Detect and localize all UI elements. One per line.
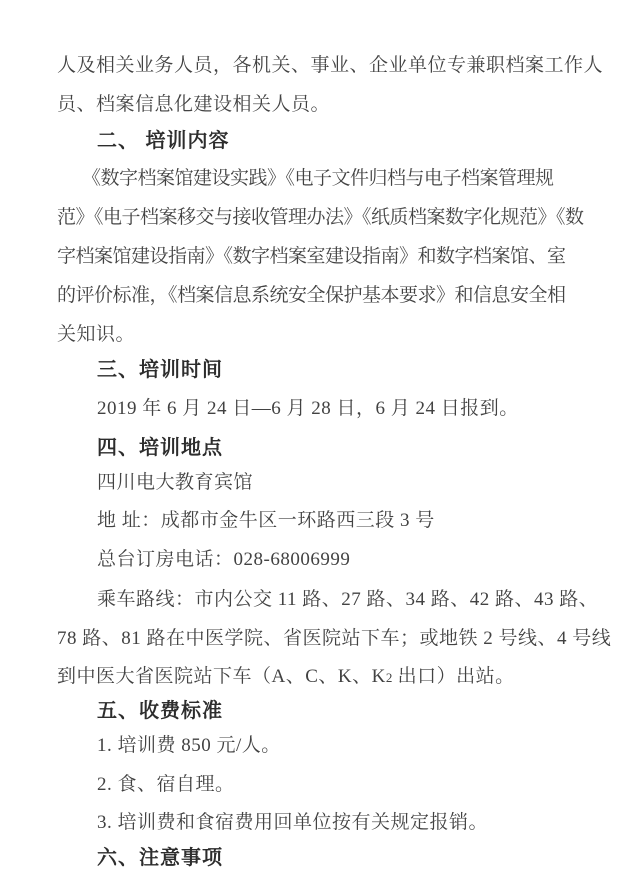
transport-line-text: 到中医大省医院站下车（A、C、K、K bbox=[57, 666, 386, 687]
hotel-name-line: 四川电大教育宾馆 bbox=[97, 472, 254, 493]
transport-line: 78 路、81 路在中医学院、省医院站下车；或地铁 2 号线、4 号线 bbox=[57, 628, 612, 649]
heading-training-location: 四、培训地点 bbox=[97, 437, 223, 459]
fee-item-1: 1. 培训费 850 元/人。 bbox=[97, 735, 281, 756]
paragraph-line: 《数字档案馆建设实践》《电子文件归档与电子档案管理规 bbox=[82, 168, 554, 189]
hotel-address-line: 地 址：成都市金牛区一环路西三段 3 号 bbox=[97, 510, 435, 531]
hotel-phone-line: 总台订房电话：028-68006999 bbox=[97, 549, 351, 570]
paragraph-line: 范》《电子档案移交与接收管理办法》《纸质档案数字化规范》《数 bbox=[57, 207, 584, 228]
heading-training-content: 二、 培训内容 bbox=[97, 130, 230, 152]
fee-item-2: 2. 食、宿自理。 bbox=[97, 774, 235, 795]
paragraph-line: 员、档案信息化建设相关人员。 bbox=[57, 94, 331, 115]
paragraph-line: 关知识。 bbox=[57, 324, 136, 345]
transport-line-text: 出口）出站。 bbox=[392, 666, 515, 687]
paragraph-line: 字档案馆建设指南》《数字档案室建设指南》和数字档案馆、室 bbox=[57, 246, 566, 267]
heading-fee-standard: 五、收费标准 bbox=[97, 700, 223, 722]
paragraph-line: 人及相关业务人员，各机关、事业、企业单位专兼职档案工作人 bbox=[57, 55, 604, 76]
transport-line: 乘车路线：市内公交 11 路、27 路、34 路、42 路、43 路、 bbox=[97, 589, 599, 610]
heading-notes: 六、注意事项 bbox=[97, 847, 223, 869]
paragraph-line: 的评价标准，《档案信息系统安全保护基本要求》和信息安全相 bbox=[57, 285, 566, 306]
fee-item-3: 3. 培训费和食宿费用回单位按有关规定报销。 bbox=[97, 812, 489, 833]
transport-line bbox=[57, 664, 515, 691]
heading-training-time: 三、培训时间 bbox=[97, 359, 223, 381]
exit-k2-subscript: 2 bbox=[385, 670, 393, 685]
training-date-line: 2019 年 6 月 24 日—6 月 28 日，6 月 24 日报到。 bbox=[97, 398, 519, 419]
